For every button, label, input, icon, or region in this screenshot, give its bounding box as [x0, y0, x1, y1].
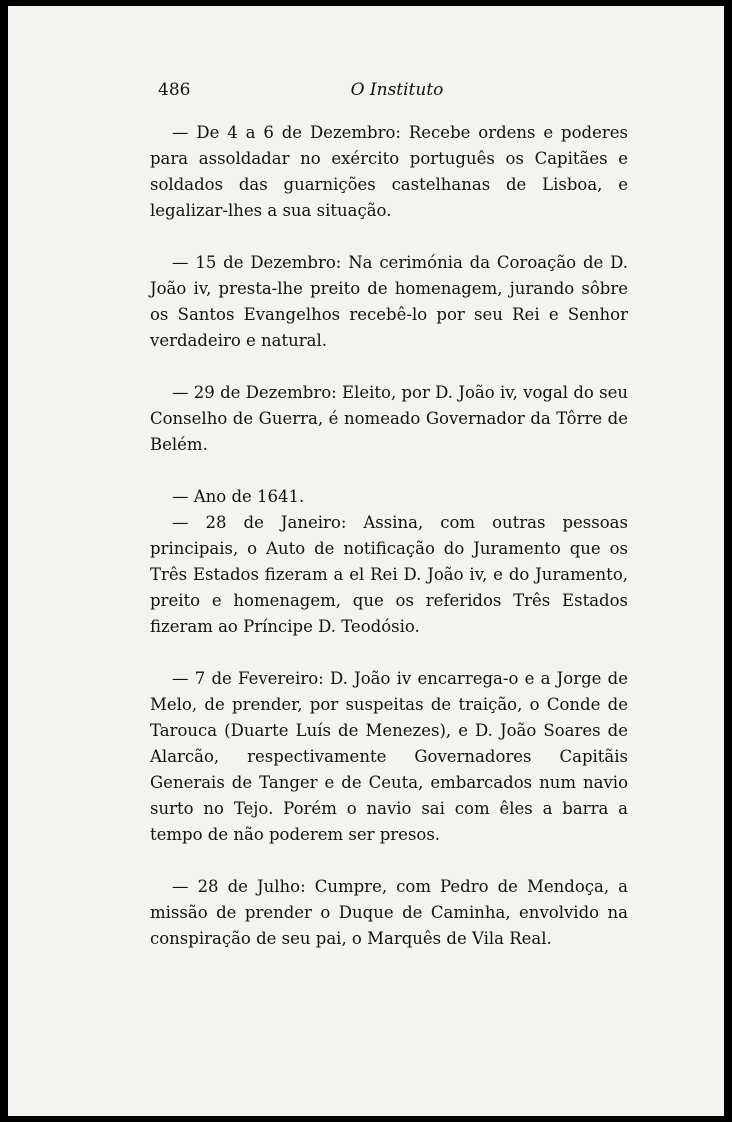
body-text: [150, 120, 628, 952]
paragraph-year-1641: — Ano de 1641.: [172, 487, 305, 506]
paragraph-dec-29: — 29 de Dezembro: Eleito, por D. João iv, vogal do seu Conselho de Guerra, é nomeado Governador da Tôrre de Belém.: [150, 383, 628, 454]
running-title: O Instituto: [350, 80, 444, 100]
paragraph-feb-7: — 7 de Fevereiro: D. João iv encarrega-o e a Jorge de Melo, de prender, por suspeitas de traição, o Conde de Tarouca (Duarte Luís de Menezes), e D. João Soares de Alarcão, respectivamente Governadores Capitãis Generais de Tanger e de Ceuta, embarcados num navio surto no Tejo. Porém o navio sai com êles a barra a tempo de não poderem ser presos.: [150, 669, 628, 844]
paragraph-dec-15: — 15 de Dezembro: Na cerimónia da Coroação de D. João iv, presta-lhe preito de homenagem, jurando sôbre os Santos Evangelhos recebê-lo por seu Rei e Senhor verdadeiro e natural.: [150, 253, 628, 350]
page-header: [158, 80, 636, 104]
page-number: 486: [158, 80, 191, 100]
paragraph-jul-28: — 28 de Julho: Cumpre, com Pedro de Mendoça, a missão de prender o Duque de Caminha, envolvido na conspiração de seu pai, o Marquês de Vila Real.: [150, 877, 628, 948]
paragraph-dec-4-6: — De 4 a 6 de Dezembro: Recebe ordens e poderes para assoldadar no exército português os Capitães e soldados das guarnições castelhanas de Lisboa, e legalizar-lhes a sua situação.: [150, 123, 628, 220]
paragraph-jan-28: — 28 de Janeiro: Assina, com outras pessoas principais, o Auto de notificação do Juramento que os Três Estados fizeram a el Rei D. João iv, e do Juramento, preito e homenagem, que os referidos Três Estados fizeram ao Príncipe D. Teodósio.: [150, 513, 628, 636]
